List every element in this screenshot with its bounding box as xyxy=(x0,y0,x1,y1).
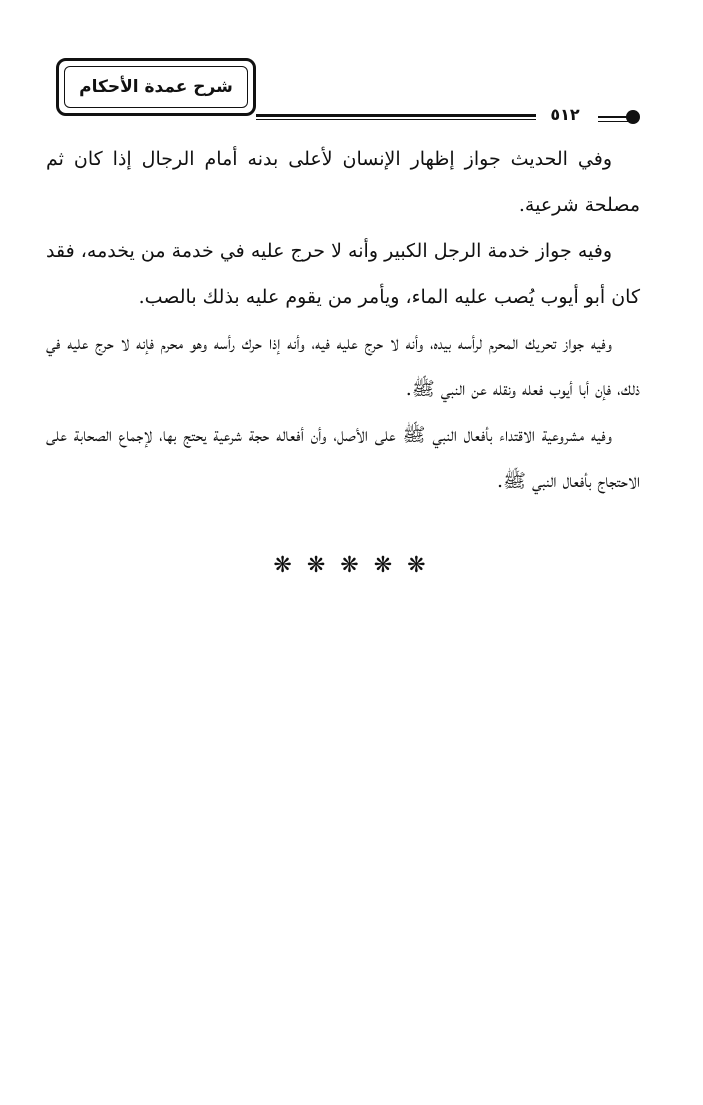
section-separator: ❋ ❋ ❋ ❋ ❋ xyxy=(273,553,430,578)
paragraph: وفي الحديث جواز إظهار الإنسان لأعلى بدنه أمام الرجال إذا كان ثم مصلحة شرعية. xyxy=(46,148,640,216)
paragraph: وفيه جواز خدمة الرجل الكبير وأنه لا حرج عليه في خدمة من يخدمه، فقد كان أبو أيوب يُصب عليه الماء، ويأمر من يقوم عليه بذلك بالصب. xyxy=(46,240,640,308)
page-number: ٥١٢ xyxy=(550,105,580,124)
paragraph: وفيه مشروعية الاقتداء بأفعال النبي ﷺ على الأصل، وأن أفعاله حجة شرعية يحتج بها، لإجماع الصحابة على الاحتجاج بأفعال النبي ﷺ. xyxy=(46,424,640,492)
paragraph: وفيه جواز تحريك المحرم لرأسه بيده، وأنه لا حرج عليه فيه، وأنه إذا حرك رأسه وهو محرم فإنه لا حرج عليه في ذلك، فإن أبا أيوب فعله ونقله عن النبي ﷺ. xyxy=(46,332,640,400)
page-body xyxy=(46,136,640,504)
header-dot-ornament xyxy=(626,110,640,124)
book-title-frame xyxy=(56,58,256,116)
header-rule xyxy=(256,114,536,117)
page-header xyxy=(0,0,703,130)
book-title: شرح عمدة الأحكام xyxy=(79,77,233,97)
header-rule-thin xyxy=(256,119,536,120)
header-rule-right-thin xyxy=(598,121,630,122)
